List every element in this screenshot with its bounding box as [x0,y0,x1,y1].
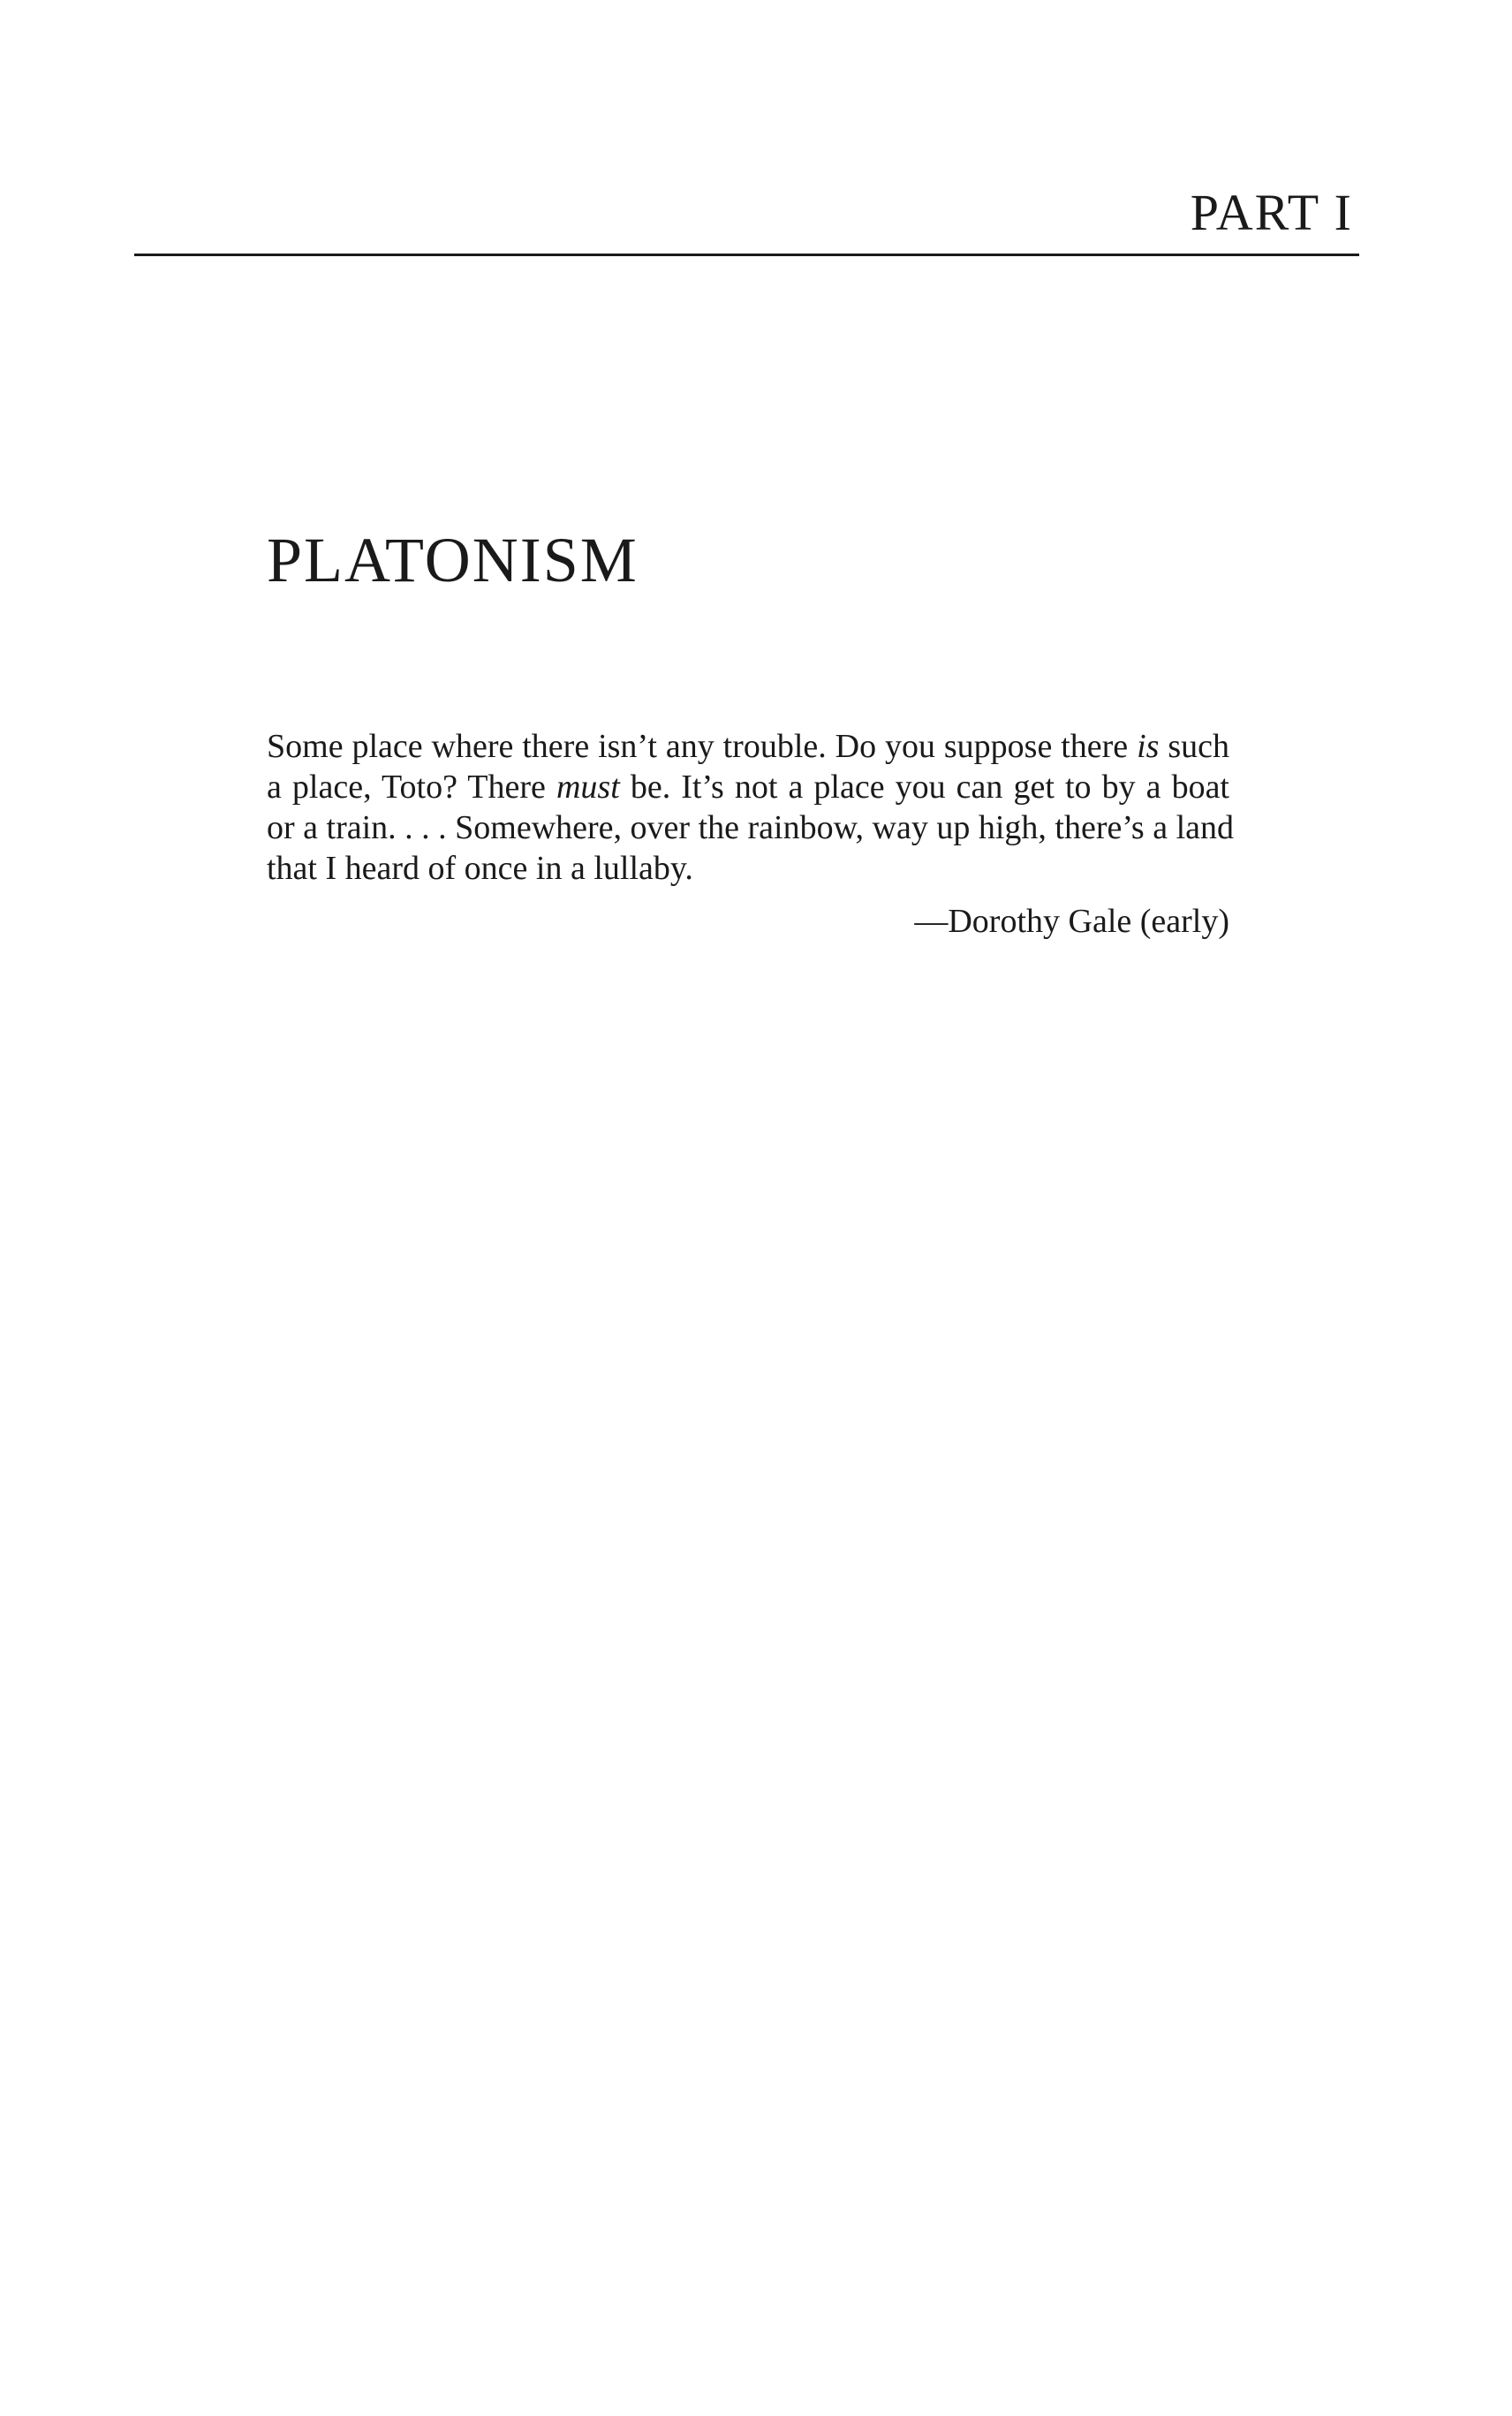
epigraph-line-1-text-end: such [1159,728,1229,765]
epigraph-line-1-emphasis: is [1137,728,1160,765]
part-label: PART I [1190,184,1353,241]
epigraph-line-1-text: Some place where there isn’t any trouble. Do you suppose there [267,728,1138,765]
epigraph-line-3-text: or a train. . . . Somewhere, over the rainbow, way up high, there’s a land [267,809,1234,846]
epigraph [267,726,1234,942]
epigraph-line-2 [267,767,1229,807]
epigraph-attribution: —Dorothy Gale (early) [914,903,1229,940]
epigraph-line-4 [267,848,1229,889]
epigraph-line-4-text: that I heard of once in a lullaby. [267,850,693,887]
epigraph-line-2-text: a place, Toto? There [267,769,556,806]
chapter-title: PLATONISM [267,525,639,595]
part-rule [134,254,1359,256]
epigraph-line-2-emphasis: must [556,769,620,806]
epigraph-line-2-text-end: be. It’s not a place you can get to by a boat [619,769,1229,806]
epigraph-line-1 [267,726,1229,767]
epigraph-text [267,726,1234,889]
epigraph-line-3 [267,807,1234,848]
